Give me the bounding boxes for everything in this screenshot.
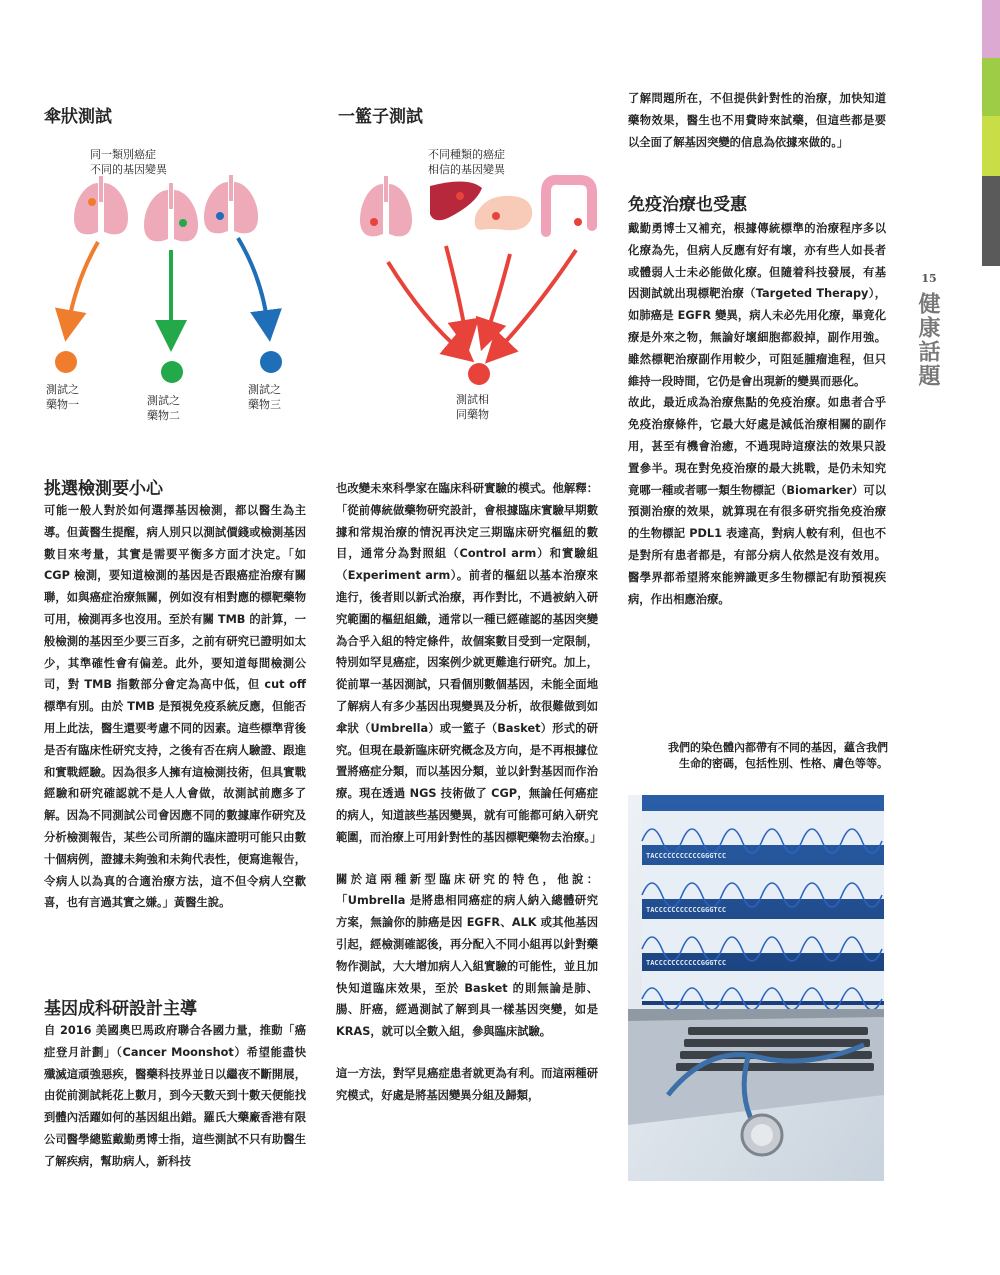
sequence-strip-text-2: TACCCCCCCCCCCGGGTCC xyxy=(646,906,727,914)
drug-label-3: 測試之 藥物三 xyxy=(248,383,281,411)
column-2-body xyxy=(336,478,602,1107)
paragraph: 可能一般人對於如何選擇基因檢測，都以醫生為主導。但黃醫生提醒，病人別只以測試價錢或檢測基因數目來考量，其實是需要平衡多方面才決定。「如 CGP 檢測，要知道檢測的基因是否跟癌症治療有關聯，如與癌症治療無關，例如沒有相對應的標靶藥物可用，檢測再多也沒用。至於有關 TMB 的計算，一般檢測的基因至少要三百多，之前有研究已證明如太少，其準確性會有偏差。此外，要知道每間檢測公司，對 TMB 指數部分會定為高中低，但 cut off 標準有別。由於 TMB 是預視免疫系統反應，但能否用上此法，醫生還要考慮不同的因素。這些標準背後是否有臨床性研究支持，之後有否在病人驗證、跟進和實戰經驗。因為很多人擁有這檢測技術，但具實戰經驗和研究確認就不是人人會做，故測試前應多了解。因為不同測試公司會因應不同的數據庫作研究及分析檢測報告，某些公司所謂的臨床證明可能只由數十個病例，證據未夠強和未夠代表性，便寫進報告，令病人以為真的合適治療方法，這不但令病人空歡喜，也有言過其實之嫌。」黃醫生說。 xyxy=(44,504,306,910)
column-1-body-b xyxy=(44,1020,306,1173)
basket-caption-line1: 不同種類的癌症 xyxy=(428,148,505,161)
photo-illustration xyxy=(628,795,884,1181)
lung-icon-3 xyxy=(204,175,258,233)
drug-dot-2 xyxy=(161,361,183,383)
paragraph: 故此，最近成為治療焦點的免疫治療。如患者合乎免疫治療條件，它最大好處是減低治療相關的副作用，甚至有機會治癒，不過現時這療法的效果只設置參半。現在對免疫治療的最大挑戰，是仍未知究竟哪一種或者哪一類生物標記（Biomarker）可以預測治療的效果，就算現在有很多研究指免疫治療的生物標記 PDL1 表達高，對病人較有利，但也不是對所有患者都是，有部分病人依然是沒有效用。醫學界都希望將來能辨識更多生物標記有助預視疾病，作出相應治療。 xyxy=(628,396,886,606)
heading-select-carefully: 挑選檢測要小心 xyxy=(44,479,163,499)
laptop-stethoscope-photo xyxy=(628,795,884,1181)
drug-dot-1 xyxy=(55,351,77,373)
umbrella-diagram-title: 傘狀測試 xyxy=(44,107,112,127)
drug-label-2: 測試之 藥物二 xyxy=(147,394,180,422)
umbrella-caption-line2: 不同的基因變異 xyxy=(90,163,167,176)
heading-immunotherapy: 免疫治療也受惠 xyxy=(628,195,747,215)
drug-dot-3 xyxy=(260,351,282,373)
arrow-blue xyxy=(238,238,268,326)
column-1-body-a xyxy=(44,500,306,914)
basket-caption-line2: 相信的基因變異 xyxy=(428,163,505,176)
column-3-body-b xyxy=(628,218,886,610)
column-3-body-a xyxy=(628,88,886,153)
color-tab-lime xyxy=(982,116,1000,176)
basket-diagram xyxy=(350,170,610,370)
arrow-red-3 xyxy=(486,254,510,336)
paragraph: 也改變未來科學家在臨床科研實驗的模式。他解釋：「從前傳統做藥物研究設計，會根據臨床實驗早期數據和常規治療的情況再決定三期臨床研究樞紐的數目，通常分為對照組（Control arm）和實驗組（Experiment arm）。前者的樞紐以基本治療來進行，後者則以新式治療，再作對比，不過被納入研究範圍的樞紐組織，通常以一種已經確認的基因突變為合乎入組的特定條件，故個案數目受到一定限制，特別如罕見癌症，因案例少就更難進行研究。加上，從前單一基因測試，只看個別數個基因，未能全面地了解病人有多少基因出現變異及分析，故很難做到如傘狀（Umbrella）或一籃子（Basket）形式的研究。但現在最新臨床研究概念及方向，是不再根據位置將癌症分類，而以基因分類，並以針對基因而作治療。現在透過 NGS 技術做了 CGP，無論任何癌症的病人，知道該些基因變異，就有可能都可納入研究範圍，而治療上可用針對性的基因標靶藥物去治療。」 xyxy=(336,482,602,844)
arrow-red-2 xyxy=(446,246,466,336)
liver-icon xyxy=(430,181,482,220)
lung-icon-2 xyxy=(144,183,198,241)
umbrella-caption-line1: 同一類別癌症 xyxy=(90,148,156,161)
lung-icon-1 xyxy=(74,176,128,234)
paragraph: 戴勤勇博士又補充，根據傳統標準的治療程序多以化療為先，但病人反應有好有壞，亦有些人如長者或體弱人士未必能做化療。但隨着科技發展，有基因測試就出現標靶治療（Targeted Therapy），如肺癌是 EGFR 變異，病人未必先用化療，畢竟化療是外來之物，無論好壞細胞都殺掉，副作用強。雖然標靶治療副作用較少，可阻延腫瘤進程，但只維持一段時間，它仍是會出現新的變異而惡化。 xyxy=(628,222,886,388)
page-number: 15 xyxy=(921,272,937,285)
heading-gene-research: 基因成科研設計主導 xyxy=(44,999,197,1019)
sequence-strip-text-3: TACCCCCCCCCCCGGGTCC xyxy=(646,959,727,967)
color-tab-green xyxy=(982,58,1000,116)
arrow-red-1 xyxy=(388,262,462,352)
intestine-icon xyxy=(546,180,592,232)
sequence-strip-text-1: TACCCCCCCCCCCGGGTCC xyxy=(646,852,727,860)
drug-label-1: 測試之 藥物一 xyxy=(46,383,79,411)
lung-icon xyxy=(360,176,412,236)
paragraph: 關於這兩種新型臨床研究的特色，他說：「Umbrella 是將患相同癌症的病人納入總體研究方案，無論你的肺癌是因 EGFR、ALK 或其他基因引起，經檢測確認後，再分配入不同小組再以針對藥物作測試，大大增加病人入組實驗的可能性，並且加快知道臨床效果，至於 Basket 的則無論是肺、腸、肝癌，經過測試了解到具一樣基因突變，如是 KRAS，就可以全數入組，參與臨床試驗。 xyxy=(336,872,598,1039)
basket-diagram-title: 一籃子測試 xyxy=(338,107,423,127)
arrow-orange xyxy=(68,242,98,326)
pancreas-icon xyxy=(475,196,533,230)
paragraph: 自 2016 美國奧巴馬政府聯合各國力量，推動「癌症登月計劃」（Cancer Moonshot）希望能盡快殲滅這頑強惡疾，醫藥科技界並日以繼夜不斷開展，由從前測試耗花上數月，到今天數天到十數天便能找到體內活躍如何的基因組出錯。羅氏大藥廠香港有限公司醫學總監戴勤勇博士指，這些測試不只有助醫生了解疾病，幫助病人，新科技 xyxy=(44,1024,306,1168)
paragraph: 這一方法，對罕見癌症患者就更為有利。而這兩種研究模式，好處是將基因變異分組及歸類， xyxy=(336,1066,598,1102)
color-tab-pink xyxy=(982,0,1000,58)
photo-caption: 我們的染色體內都帶有不同的基因，蘊含我們生命的密碼，包括性別、性格、膚色等等。 xyxy=(668,741,888,770)
color-tab-gray xyxy=(982,176,1000,266)
basket-drug-label: 測試相 同藥物 xyxy=(456,393,489,421)
section-title: 健康話題 xyxy=(915,292,941,388)
paragraph: 了解問題所在，不但提供針對性的治療，加快知道藥物效果，醫生也不用費時來試藥，但這些都是要以全面了解基因突變的信息為依據來做的。」 xyxy=(628,92,886,149)
basket-drug-dot xyxy=(468,363,490,385)
